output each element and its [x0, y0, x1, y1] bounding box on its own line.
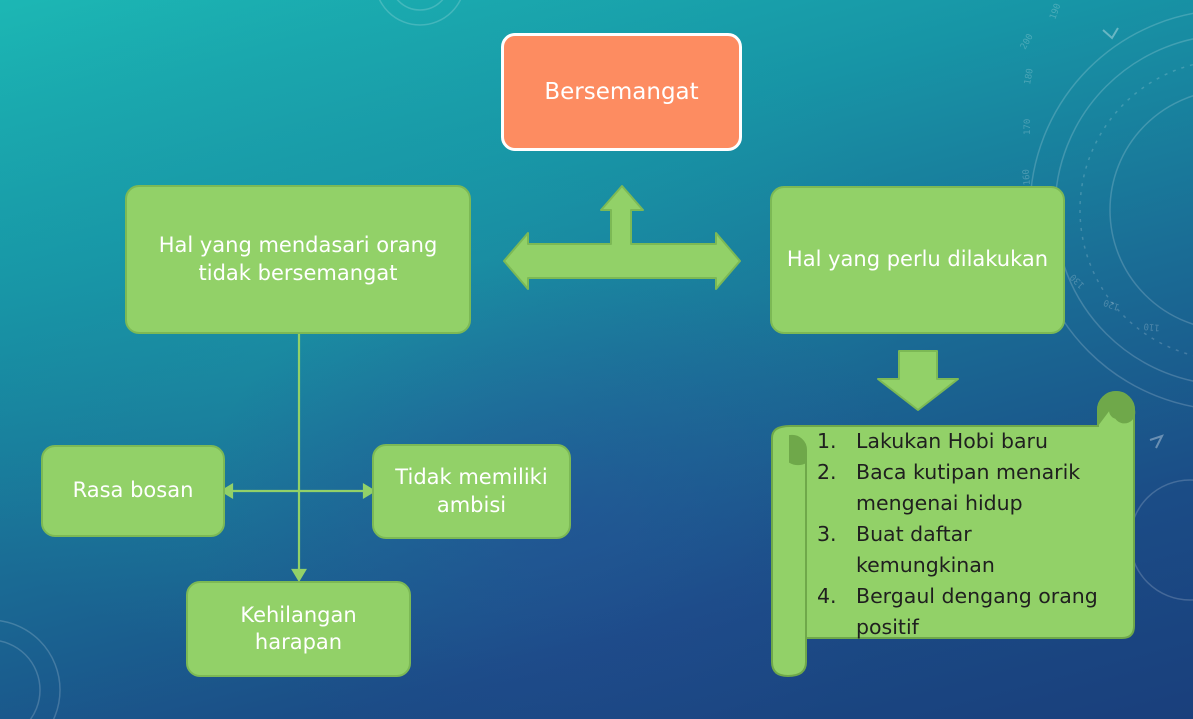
- list-text: Buat daftar kemungkinan: [856, 522, 995, 577]
- list-number: 1.: [817, 429, 837, 453]
- cause-label: Tidak memiliki ambisi: [395, 465, 548, 517]
- cause-node-kehilangan-harapan: [186, 581, 411, 677]
- top-node-bersemangat: Bersemangat: [501, 33, 742, 151]
- dial-label: 160: [1021, 168, 1033, 186]
- dial-label: 110: [1143, 320, 1161, 332]
- right-node-label: Hal yang perlu dilakukan: [786, 247, 1049, 272]
- list-item: [808, 519, 1108, 581]
- list-text: Bergaul dengang orang positif: [856, 584, 1098, 639]
- dial-label: 180: [1023, 67, 1036, 86]
- cause-node-tidak-ambisi: [372, 444, 571, 539]
- right-node-action-header: [770, 186, 1065, 334]
- list-number: 2.: [817, 460, 837, 484]
- list-number: 3.: [817, 522, 837, 546]
- list-item: [808, 426, 1108, 457]
- list-text: Lakukan Hobi baru: [856, 429, 1048, 453]
- dial-label: 120: [1102, 296, 1122, 312]
- left-node-cause-header: [125, 185, 471, 334]
- cause-node-rasa-bosan: [41, 445, 225, 537]
- list-number: 4.: [817, 584, 837, 608]
- list-item: [808, 457, 1108, 519]
- cause-label: Kehilangan harapan: [240, 602, 357, 654]
- left-node-label: Hal yang mendasari orang tidak bersemangat: [158, 233, 438, 285]
- three-way-arrow-icon: [504, 186, 740, 289]
- list-text: Baca kutipan menarik mengenai hidup: [856, 460, 1081, 515]
- dial-label: 170: [1023, 118, 1033, 135]
- list-item: [808, 581, 1108, 643]
- cause-label: Rasa bosan: [72, 478, 194, 503]
- dial-label: 130: [1068, 271, 1088, 290]
- dial-label: 190: [1048, 2, 1064, 22]
- down-arrow-icon: [878, 351, 958, 410]
- action-list: [808, 426, 1108, 643]
- dial-label: 200: [1018, 32, 1036, 52]
